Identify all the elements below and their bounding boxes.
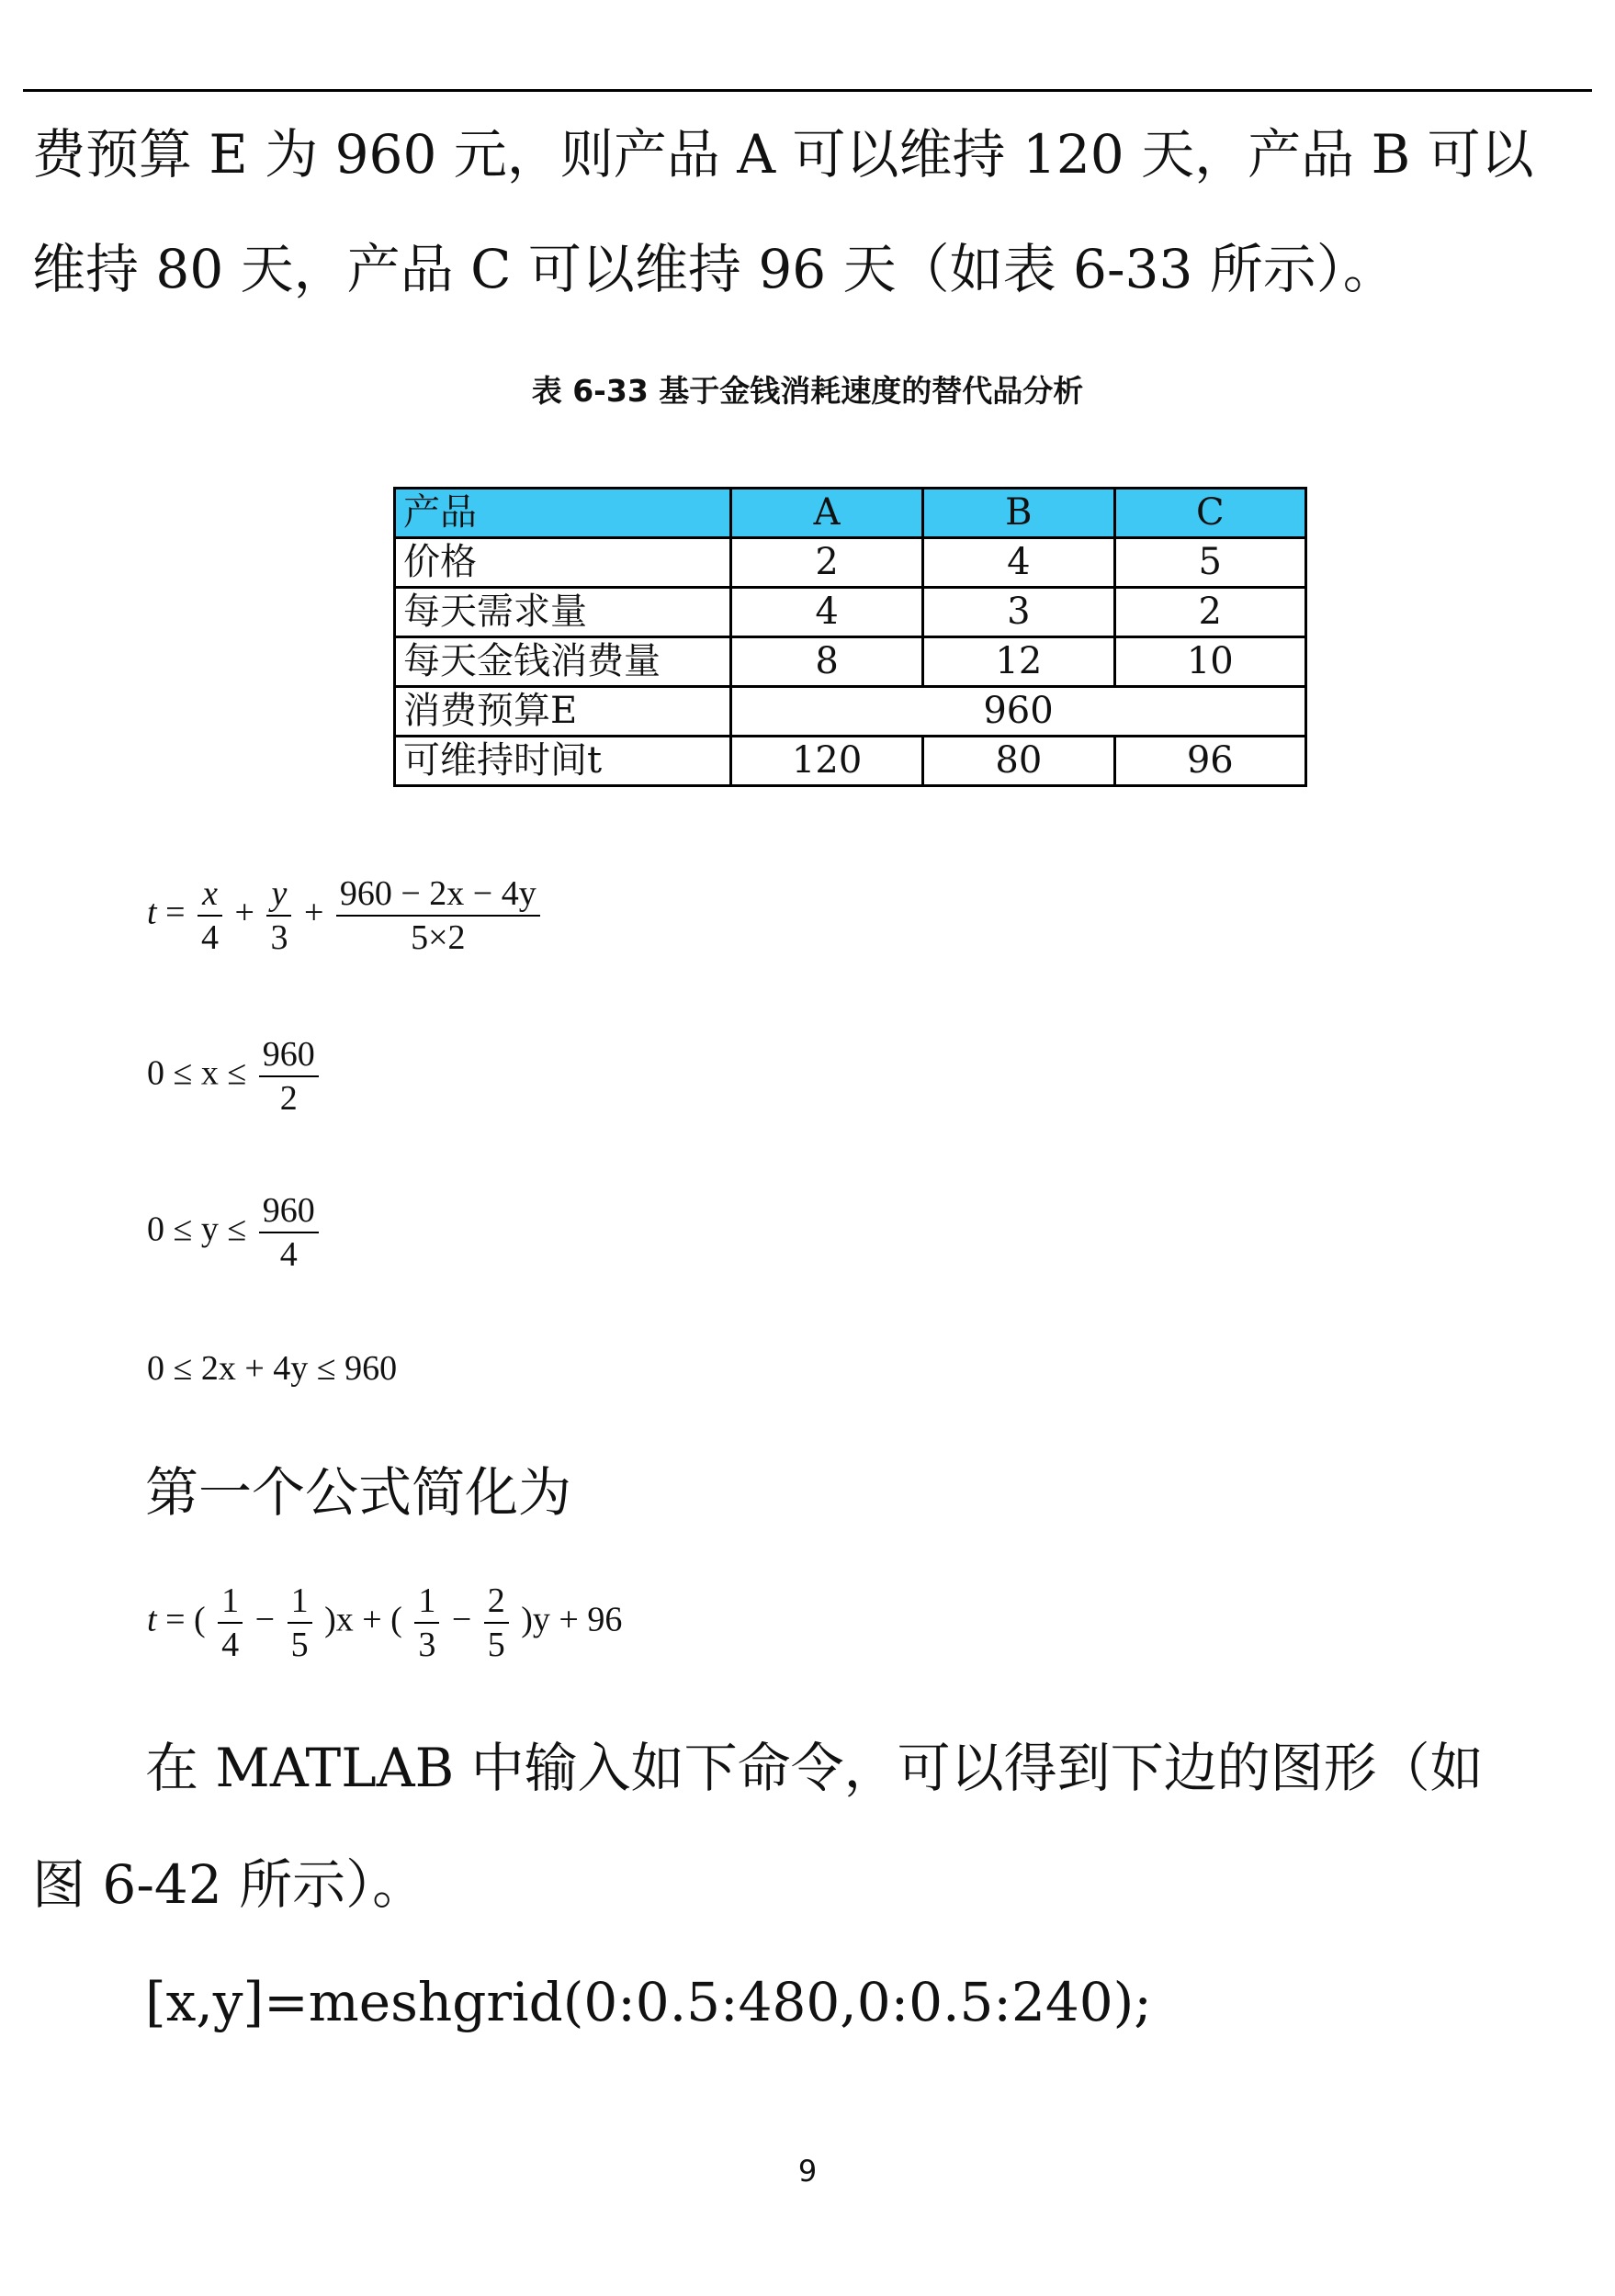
math-expression: 0 ≤ y ≤ xyxy=(147,1210,247,1249)
denominator: 3 xyxy=(270,918,288,957)
numerator: 2 xyxy=(484,1580,509,1624)
denominator: 3 xyxy=(418,1626,436,1664)
table-cell: 消费预算E xyxy=(395,687,731,737)
table-cell: 80 xyxy=(923,737,1114,786)
table-cell: 每天需求量 xyxy=(395,588,731,637)
denominator: 5 xyxy=(487,1626,505,1664)
table-header-row xyxy=(395,489,1306,538)
intro-line-2: 维持 80 天，产品 C 可以维持 96 天（如表 6-33 所示）。 xyxy=(32,238,1396,300)
fraction xyxy=(259,1189,319,1276)
math-expression: )x + ( xyxy=(324,1600,402,1639)
table-cell: 4 xyxy=(923,538,1114,588)
denominator: 5 xyxy=(290,1626,309,1664)
intro-line-1: 费预算 E 为 960 元，则产品 A 可以维持 120 天，产品 B 可以 xyxy=(32,123,1534,186)
simplify-text: 第一个公式简化为 xyxy=(145,1461,572,1524)
table-cell: 可维持时间t xyxy=(395,737,731,786)
denominator: 2 xyxy=(279,1079,298,1118)
table-cell: 96 xyxy=(1114,737,1305,786)
numerator: 960 − 2x − 4y xyxy=(336,872,540,917)
formula-x-bounds xyxy=(147,1033,322,1120)
table-cell: C xyxy=(1114,489,1305,538)
numerator: 960 xyxy=(259,1189,319,1233)
math-expression: 0 ≤ x ≤ xyxy=(147,1053,247,1093)
math-operator: + xyxy=(234,893,254,932)
table-cell: 3 xyxy=(923,588,1114,637)
denominator: 4 xyxy=(221,1626,240,1664)
page-number: 9 xyxy=(797,2154,818,2189)
table-cell: 产品 xyxy=(395,489,731,538)
fraction xyxy=(259,1033,319,1120)
header-rule xyxy=(23,89,1592,92)
denominator: 5×2 xyxy=(411,918,466,957)
math-operator: = xyxy=(165,893,186,932)
math-operator: = ( xyxy=(165,1600,206,1639)
table-cell: 120 xyxy=(731,737,923,786)
numerator: y xyxy=(266,872,291,917)
table-cell: 2 xyxy=(1114,588,1305,637)
table-row xyxy=(395,637,1306,687)
substitute-analysis-table xyxy=(393,487,1307,787)
table-cell: 2 xyxy=(731,538,923,588)
table-cell: 960 xyxy=(731,687,1306,737)
table-caption: 表 6-33 基于金钱消耗速度的替代品分析 xyxy=(531,373,1084,409)
matlab-code: [x,y]=meshgrid(0:0.5:480,0:0.5:240); xyxy=(145,1971,1152,2033)
denominator: 4 xyxy=(279,1235,298,1274)
math-symbol: t xyxy=(147,1600,157,1639)
math-symbol: t xyxy=(147,893,157,932)
fraction xyxy=(266,872,291,959)
table-cell: 8 xyxy=(731,637,923,687)
matlab-line-1: 在 MATLAB 中输入如下命令，可以得到下边的图形（如 xyxy=(145,1737,1484,1799)
math-expression: )y + 96 xyxy=(521,1600,623,1639)
formula-budget-constraint: 0 ≤ 2x + 4y ≤ 960 xyxy=(147,1349,398,1388)
math-operator: − xyxy=(451,1600,472,1639)
table-row xyxy=(395,687,1306,737)
numerator: 1 xyxy=(218,1580,243,1624)
table-row xyxy=(395,737,1306,786)
formula-y-bounds xyxy=(147,1189,322,1276)
fraction xyxy=(414,1580,439,1666)
table-cell: 10 xyxy=(1114,637,1305,687)
math-operator: − xyxy=(254,1600,276,1639)
numerator: 1 xyxy=(288,1580,312,1624)
table-cell: 5 xyxy=(1114,538,1305,588)
fraction xyxy=(198,872,222,959)
fraction xyxy=(288,1580,312,1666)
fraction xyxy=(218,1580,243,1666)
table-row xyxy=(395,588,1306,637)
numerator: 960 xyxy=(259,1033,319,1077)
table-cell: 价格 xyxy=(395,538,731,588)
table-cell: 12 xyxy=(923,637,1114,687)
fraction xyxy=(484,1580,509,1666)
numerator: x xyxy=(198,872,222,917)
fraction xyxy=(336,872,540,959)
table-cell: 4 xyxy=(731,588,923,637)
math-operator: + xyxy=(303,893,324,932)
table-cell: 每天金钱消费量 xyxy=(395,637,731,687)
denominator: 4 xyxy=(201,918,219,957)
numerator: 1 xyxy=(414,1580,439,1624)
formula-t-definition xyxy=(147,872,544,959)
table-cell: B xyxy=(923,489,1114,538)
formula-t-simplified xyxy=(147,1580,622,1666)
table-cell: A xyxy=(731,489,923,538)
matlab-line-2: 图 6-42 所示）。 xyxy=(32,1853,426,1916)
table-row xyxy=(395,538,1306,588)
